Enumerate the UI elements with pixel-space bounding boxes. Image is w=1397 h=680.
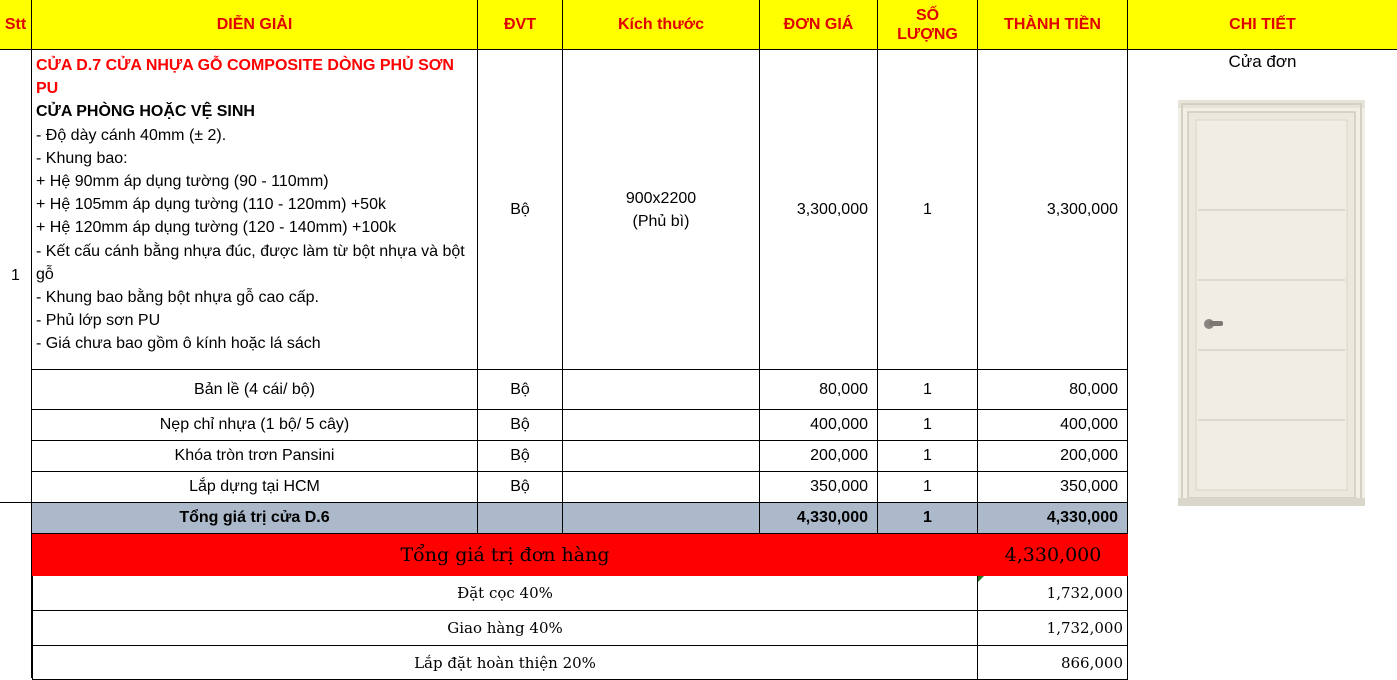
header-kich-thuoc: Kích thước <box>563 0 760 50</box>
header-chi-tiet: CHI TIẾT <box>1128 0 1397 50</box>
item-line: - Phủ lớp sơn PU <box>36 312 161 330</box>
header-dvt: ĐVT <box>478 0 563 50</box>
item-subtitle: CỬA PHÒNG HOẶC VỆ SINH <box>36 103 255 121</box>
item-dvt: Bộ <box>478 50 563 370</box>
header-dien-giai: DIỄN GIẢI <box>32 0 478 50</box>
item-don-gia: 3,300,000 <box>760 50 878 370</box>
item-line: - Khung bao: <box>36 149 128 167</box>
subtotal-so-luong: 1 <box>878 503 978 534</box>
payment-giao-hang-label: Giao hàng 40% <box>32 611 978 646</box>
row-lap-dung-dvt: Bộ <box>478 472 563 503</box>
payment-lap-dat-value: 866,000 <box>978 646 1128 680</box>
header-stt: Stt <box>0 0 32 50</box>
item-title: CỬA D.7 CỬA NHỰA GỖ COMPOSITE DÒNG PHỦ SƠN PU <box>36 57 454 98</box>
payment-dat-coc-value: 1,732,000 <box>978 576 1128 611</box>
subtotal-don-gia: 4,330,000 <box>760 503 878 534</box>
item-size-note: (Phủ bì) <box>632 212 690 230</box>
subtotal-label: Tổng giá trị cửa D.6 <box>32 503 478 534</box>
row-lap-dung-don-gia: 350,000 <box>760 472 878 503</box>
row-nep-chi-name: Nẹp chỉ nhựa (1 bộ/ 5 cây) <box>32 410 478 441</box>
row-ban-le-dvt: Bộ <box>478 370 563 410</box>
row-ban-le-so-luong: 1 <box>878 370 978 410</box>
header-so-luong-line1: SỐ <box>915 6 940 24</box>
row-ban-le-don-gia: 80,000 <box>760 370 878 410</box>
subtotal-thanh-tien: 4,330,000 <box>978 503 1128 534</box>
item-so-luong: 1 <box>878 50 978 370</box>
row-nep-chi-so-luong: 1 <box>878 410 978 441</box>
row-nep-chi-don-gia: 400,000 <box>760 410 878 441</box>
row-khoa-size <box>563 441 760 472</box>
item-stt: 1 <box>0 50 32 503</box>
row-nep-chi-dvt: Bộ <box>478 410 563 441</box>
subtotal-size <box>563 503 760 534</box>
payment-dat-coc-label: Đặt cọc 40% <box>32 576 978 611</box>
row-khoa-so-luong: 1 <box>878 441 978 472</box>
row-lap-dung-size <box>563 472 760 503</box>
door-illustration <box>1178 100 1365 506</box>
item-line: + Hệ 120mm áp dụng tường (120 - 140mm) +100k <box>36 219 397 237</box>
row-lap-dung-so-luong: 1 <box>878 472 978 503</box>
subtotal-dvt <box>478 503 563 534</box>
header-so-luong <box>878 0 978 50</box>
header-thanh-tien: THÀNH TIỀN <box>978 0 1128 50</box>
item-line: + Hệ 105mm áp dụng tường (110 - 120mm) +50k <box>36 196 386 214</box>
item-size-dimension: 900x2200 <box>625 189 697 207</box>
grand-total-label: Tổng giá trị đơn hàng <box>32 534 978 576</box>
row-ban-le-name: Bản lề (4 cái/ bộ) <box>32 370 478 410</box>
row-ban-le-size <box>563 370 760 410</box>
item-thanh-tien: 3,300,000 <box>978 50 1128 370</box>
grand-total-value: 4,330,000 <box>978 534 1128 576</box>
row-nep-chi-thanh-tien: 400,000 <box>978 410 1128 441</box>
item-chi-tiet-label: Cửa đơn <box>1228 52 1297 71</box>
item-line: - Giá chưa bao gồm ô kính hoặc lá sách <box>36 335 321 353</box>
item-line: - Độ dày cánh 40mm (± 2). <box>36 126 227 144</box>
header-don-gia: ĐƠN GIÁ <box>760 0 878 50</box>
row-khoa-don-gia: 200,000 <box>760 441 878 472</box>
item-line: - Kết cấu cánh bằng nhựa đúc, được làm từ bột nhựa và bột gỗ <box>36 242 465 283</box>
item-description <box>32 50 478 370</box>
row-lap-dung-thanh-tien: 350,000 <box>978 472 1128 503</box>
row-ban-le-thanh-tien: 80,000 <box>978 370 1128 410</box>
payment-lap-dat-label: Lắp đặt hoàn thiện 20% <box>32 646 978 680</box>
item-line: + Hệ 90mm áp dụng tường (90 - 110mm) <box>36 173 329 191</box>
stt-blank-below <box>0 503 32 678</box>
row-khoa-thanh-tien: 200,000 <box>978 441 1128 472</box>
row-khoa-name: Khóa tròn trơn Pansini <box>32 441 478 472</box>
item-line: - Khung bao bằng bột nhựa gỗ cao cấp. <box>36 289 319 307</box>
item-size <box>563 50 760 370</box>
row-nep-chi-size <box>563 410 760 441</box>
door-image <box>1178 100 1365 506</box>
stt-bottom-line <box>0 502 32 503</box>
row-lap-dung-name: Lắp dựng tại HCM <box>32 472 478 503</box>
header-so-luong-line2: LƯỢNG <box>897 25 958 43</box>
payment-giao-hang-value: 1,732,000 <box>978 611 1128 646</box>
row-khoa-dvt: Bộ <box>478 441 563 472</box>
